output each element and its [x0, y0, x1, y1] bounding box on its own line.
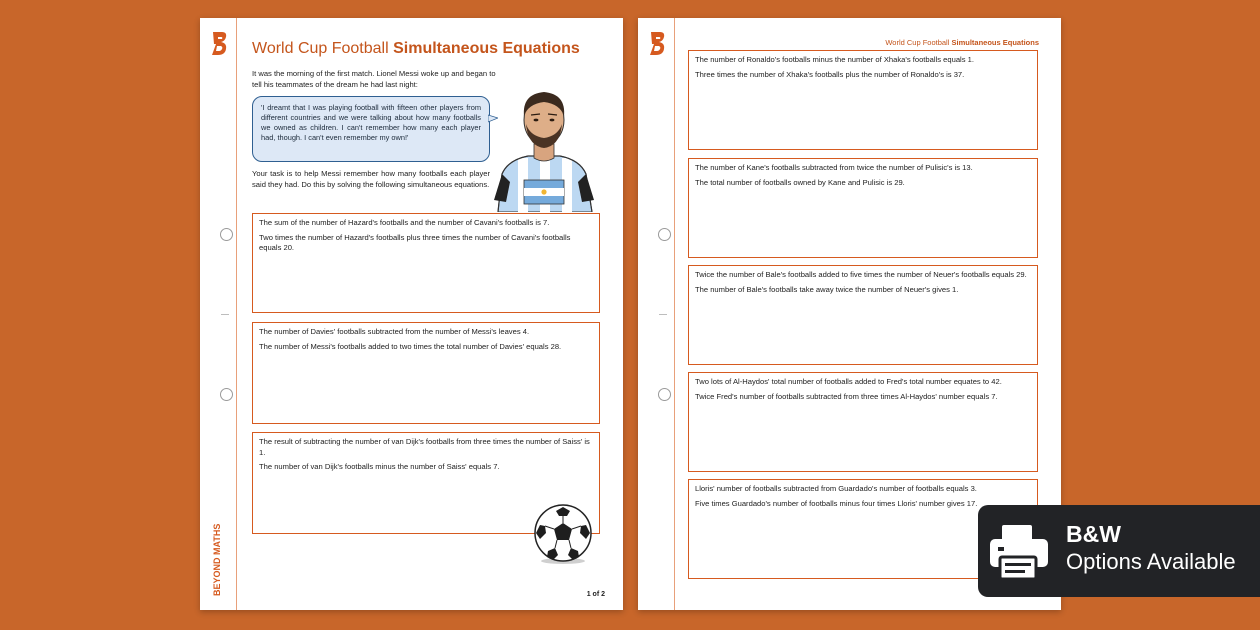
equation-line: Two lots of Al-Haydos' total number of footballs added to Fred's total number equates to 42.	[695, 377, 1002, 386]
equation-box	[252, 213, 600, 313]
equation-line: Three times the number of Xhaka's footballs plus the number of Ronaldo's is 37.	[695, 69, 965, 79]
equation-line: The number of Messi's footballs added to two times the total number of Davies' equals 28.	[259, 341, 562, 351]
punch-hole	[658, 228, 671, 241]
intro-text: It was the morning of the first match. Lionel Messi woke up and began to tell his teammates of the dream he had last night:	[252, 69, 496, 89]
equation-line: Twice Fred's number of footballs subtracted from three times Al-Haydos' number equals 7.	[695, 391, 998, 401]
beyond-logo-icon	[648, 30, 666, 56]
page-title	[252, 40, 580, 58]
equation-box	[688, 372, 1038, 472]
equation-line: Lloris' number of footballs subtracted from Guardado's number of footballs equals 3.	[695, 484, 977, 493]
equation-line: The number of Kane's footballs subtracted from twice the number of Pulisic's is 13.	[695, 163, 973, 172]
margin-line	[236, 18, 237, 610]
equation-box	[252, 322, 600, 424]
beyond-maths-side-label	[208, 518, 226, 598]
equation-line: The number of Davies' footballs subtracted from the number of Messi's leaves 4.	[259, 327, 530, 336]
punch-hole	[658, 388, 671, 401]
printer-icon	[986, 519, 1052, 585]
equation-box	[688, 158, 1038, 258]
header-plain: World Cup Football	[885, 38, 952, 47]
title-bold: Simultaneous Equations	[393, 40, 580, 57]
bw-subtitle: Options Available	[1066, 549, 1236, 574]
worksheet-page-1	[200, 18, 623, 610]
equation-line: The sum of the number of Hazard's footballs and the number of Cavani's footballs is 7.	[259, 218, 550, 227]
punch-hole	[220, 388, 233, 401]
equation-line: The number of van Dijk's footballs minus the number of Saiss' equals 7.	[259, 462, 500, 471]
equation-box	[688, 50, 1038, 150]
punch-hole	[220, 228, 233, 241]
speech-bubble: 'I dreamt that I was playing football with fifteen other players from different countries and we were talking about how many footballs we owned as children. I can't remember how many each player had, though. I can't even remember my own!'	[252, 96, 490, 162]
footballer-illustration	[488, 82, 600, 212]
title-plain: World Cup Football	[252, 40, 394, 57]
margin-line	[674, 18, 675, 610]
fold-mark	[221, 314, 229, 315]
equation-line: The number of Bale's footballs take away twice the number of Neuer's gives 1.	[695, 284, 959, 294]
header-bold: Simultaneous Equations	[951, 38, 1039, 47]
task-text: Your task is to help Messi remember how many footballs each player said they had. Do this by solving the following simultaneous equations.	[252, 169, 490, 189]
page-header-title	[885, 38, 1039, 47]
beyond-logo-icon	[210, 30, 228, 56]
side-brand-text: BEYOND MATHS	[212, 523, 222, 596]
bw-title: B&W	[1066, 521, 1121, 547]
equation-box	[688, 265, 1038, 365]
page-number: 1 of 2	[586, 591, 605, 598]
football-icon	[532, 503, 594, 565]
equation-line: Two times the number of Hazard's footballs plus three times the number of Cavani's footballs equals 20.	[259, 232, 571, 252]
equation-line: Twice the number of Bale's footballs added to five times the number of Neuer's footballs equals 29.	[695, 270, 1027, 279]
equation-line: The number of Ronaldo's footballs minus the number of Xhaka's footballs equals 1.	[695, 55, 974, 64]
bw-options-badge	[978, 505, 1260, 597]
equation-line: The total number of footballs owned by Kane and Pulisic is 29.	[695, 177, 905, 187]
fold-mark	[659, 314, 667, 315]
equation-line: The result of subtracting the number of van Dijk's footballs from three times the number of Saiss' is 1.	[259, 437, 590, 457]
equation-line: Five times Guardado's number of footballs minus four times Lloris' number gives 17.	[695, 498, 978, 508]
